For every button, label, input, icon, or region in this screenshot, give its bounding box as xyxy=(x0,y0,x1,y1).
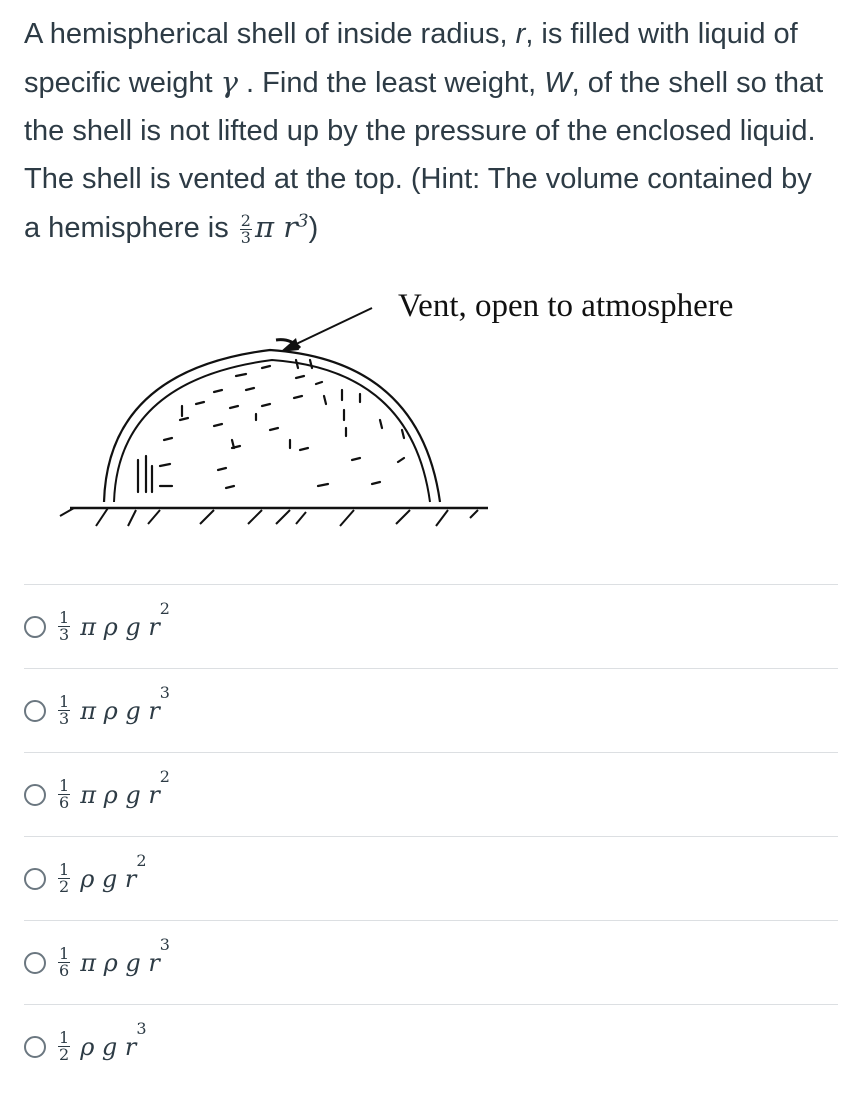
expression-body: ρ g r xyxy=(80,864,137,893)
expression-exponent: 3 xyxy=(136,1018,147,1038)
expression-body: ρ g r xyxy=(80,1032,137,1061)
answer-fraction xyxy=(58,694,70,727)
fraction-numerator: 1 xyxy=(59,944,70,963)
expression-body: π ρ g r xyxy=(80,612,160,641)
liquid-marks xyxy=(138,360,404,492)
question-part: ) xyxy=(308,212,319,244)
answer-fraction xyxy=(58,610,70,643)
answer-expression xyxy=(80,850,147,893)
radius-symbol: r xyxy=(515,18,526,50)
shell-outer xyxy=(104,350,440,502)
weight-symbol: W xyxy=(544,67,572,99)
fraction-denominator: 2 xyxy=(59,877,70,896)
expression-exponent: 3 xyxy=(159,934,170,954)
hint-fraction xyxy=(240,210,252,247)
answer-fraction xyxy=(58,778,70,811)
expression-body: π ρ g r xyxy=(80,696,160,725)
fraction-numerator: 1 xyxy=(59,692,70,711)
answer-option-2[interactable] xyxy=(24,668,838,752)
radio-button[interactable] xyxy=(24,784,46,806)
vent-label: Vent, open to atmosphere xyxy=(398,288,734,324)
radio-button[interactable] xyxy=(24,868,46,890)
answer-option-5[interactable] xyxy=(24,920,838,1004)
hemisphere-figure xyxy=(0,280,848,540)
hint-exponent: 3 xyxy=(297,210,309,232)
ground-hatching xyxy=(60,508,478,526)
radio-button[interactable] xyxy=(24,1036,46,1058)
expression-exponent: 2 xyxy=(159,598,170,618)
vent-arrow xyxy=(292,308,372,346)
answer-fraction xyxy=(58,946,70,979)
answer-fraction xyxy=(58,1030,70,1063)
question-part: . Find the least weight, xyxy=(238,67,545,99)
expression-body: π ρ g r xyxy=(80,948,160,977)
answer-option-3[interactable] xyxy=(24,752,838,836)
radio-button[interactable] xyxy=(24,952,46,974)
expression-body: π ρ g r xyxy=(80,780,160,809)
expression-exponent: 2 xyxy=(159,766,170,786)
fraction-numerator: 1 xyxy=(59,776,70,795)
question-text xyxy=(24,10,834,252)
answer-option-1[interactable] xyxy=(24,584,838,668)
fraction-numerator: 2 xyxy=(240,210,251,230)
answer-expression xyxy=(80,934,170,977)
question-part: A hemispherical shell of inside radius, xyxy=(24,18,516,50)
question-part: , is filled with liquid of specific weight xyxy=(24,18,798,99)
answer-option-6[interactable] xyxy=(24,1004,838,1088)
answer-expression xyxy=(80,682,170,725)
fraction-denominator: 6 xyxy=(59,793,70,812)
fraction-denominator: 3 xyxy=(240,227,251,247)
answer-fraction xyxy=(58,862,70,895)
expression-exponent: 3 xyxy=(159,682,170,702)
shell-inner xyxy=(114,360,430,502)
fraction-denominator: 2 xyxy=(59,1045,70,1064)
fraction-numerator: 1 xyxy=(59,860,70,879)
question-part: , of the shell so that the shell is not lifted up by the pressure of the enclosed liquid. The shell is vented at the top. (Hint: The volume contained by a hemisphere is xyxy=(24,67,824,244)
gamma-symbol: γ xyxy=(220,65,238,99)
fraction-denominator: 3 xyxy=(59,625,70,644)
answer-list xyxy=(24,584,838,1088)
expression-exponent: 2 xyxy=(136,850,147,870)
fraction-denominator: 3 xyxy=(59,709,70,728)
radio-button[interactable] xyxy=(24,616,46,638)
answer-expression xyxy=(80,1018,147,1061)
hint-expression: π r xyxy=(254,210,298,244)
answer-option-4[interactable] xyxy=(24,836,838,920)
radio-button[interactable] xyxy=(24,700,46,722)
answer-expression xyxy=(80,766,170,809)
fraction-numerator: 1 xyxy=(59,608,70,627)
fraction-denominator: 6 xyxy=(59,961,70,980)
fraction-numerator: 1 xyxy=(59,1028,70,1047)
answer-expression xyxy=(80,598,170,641)
